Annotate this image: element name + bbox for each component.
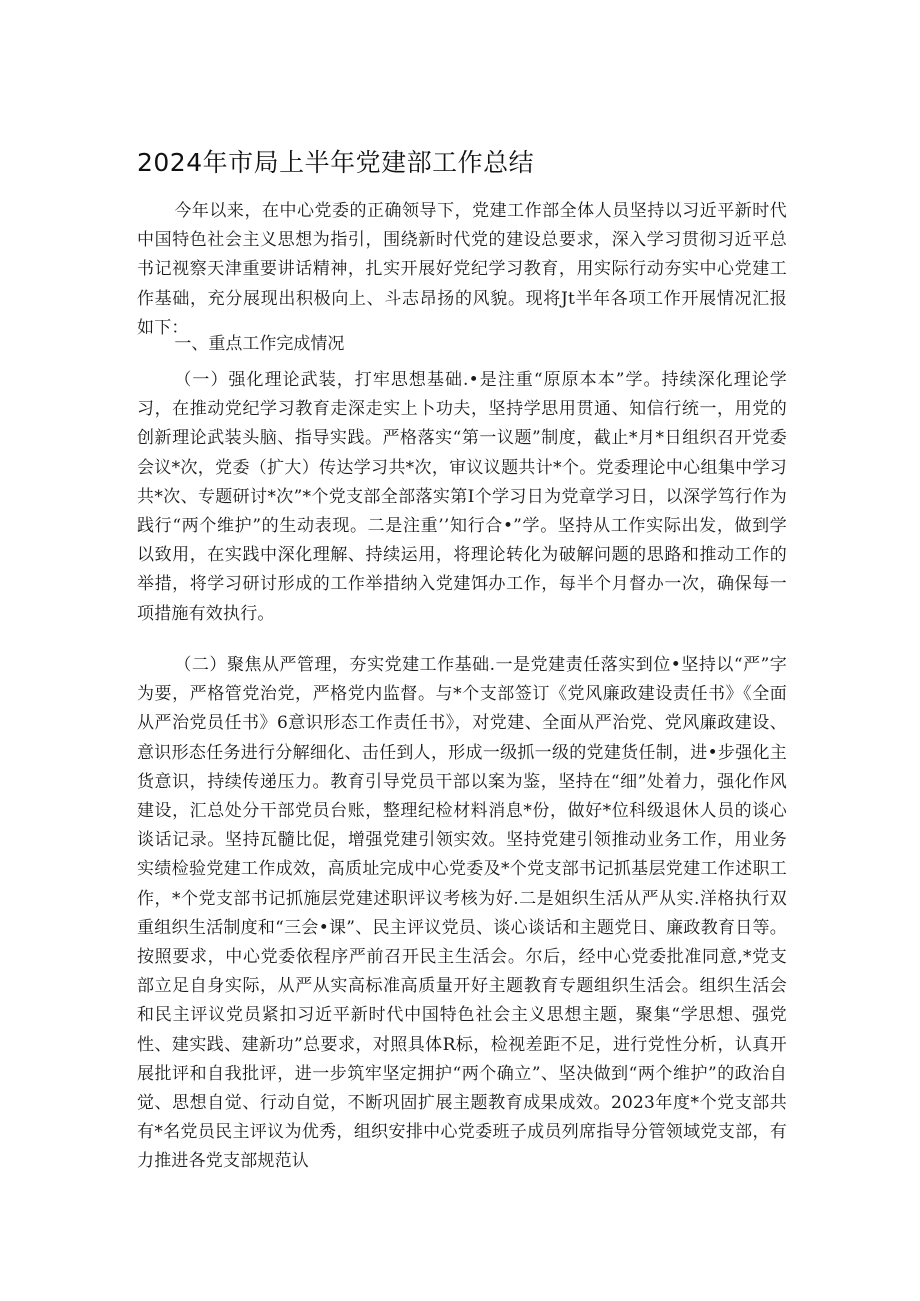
body-paragraph-management: （二）聚焦从严管理，夯实党建工作基础.一是党建责任落实到位•坚持以“严”字为要，严格管党治党，严格党内监督。与*个支部签订《党风廉政建设责任书》《全面从严治党员任书》6意识形态工作责任书》，对党建、全面从严治党、党风廉政建设、意识形态任务进行分解细化、击任到人，形成一级抓一级的党建货任制，进•步强化主货意识，持续传递压力。教育引导党员干部以案为鉴，坚持在“细”处着力，强化作风建设，汇总处分干部党员台账，整理纪检材料消息*份，做好*位科级退休人员的谈心谈话记录。坚持瓦髓比促，增强党建引领实效。坚持党建引领推动业务工作，用业务实绩检验党建工作成效，高质址完成中心党委及*个党支部书记抓基层党建工作述职工作，*个党支部书记抓施层党建述职评议考核为好.二是姐织生活从严从实.洋格执行双重组织生活制度和“三会•课”、民主评议党员、谈心谈话和主题党日、廉政教育日等。按照要求，中心党委依程序严前召开民主生活会。尔后，经中心党委批准同意,*党支部立足自身实际，从严从实高标准高质量开好主题教育专题组织生活会。组织生活会和民主评议党员紧扣习近平新时代中国特色社会主义思想主题，聚集“学思想、强党性、建实践、建新功”总要求，对照具体R标，检视差距不足，进行党性分析，认真开展批评和自我批评，进一步筑牢坚定拥护“两个确立”、坚决做到“两个维护”的政治自觉、思想自觉、行动自觉，不断巩固扩展主题教育成果成效。2023年度*个党支部共有*名党员民主评议为优秀，组织安排中心党委班子成员列席指导分管领域党支部，有力推进各党支部规范认 [137, 655, 787, 1172]
body-paragraph-theory: （一）强化理论武装，打牢思想基础.•是注重“原原本本”学。持续深化理论学习，在推动党纪学习教育走深走实上卜功夫，坚持学思用贯通、知信行统一，用党的创新理论武装头脑、指导实践。严格落实“第一议题”制度，截止*月*日组织召开党委会议*次，党委（扩大）传达学习共*次，审议议题共计*个。党委理论中心组集中学习共*次、专题研讨*次”*个党支部全部落实第I个学习日为党章学习日，以深学笃行作为践行“两个维护”的生动表现。二是注重’’知行合•”学。坚持从工作实际出发，做到学以致用，在实践中深化理解、持续运用，将理论转化为破解问题的思路和推动工作的举措，将学习研讨形成的工作举措纳入党建饵办工作，每半个月督办一次，确保每一项措施有效执行。 [137, 370, 787, 624]
document-title: 2024年市局上半年党建部工作总结 [137, 148, 535, 177]
intro-paragraph: 今年以来，在中心党委的正确领导下，党建工作部全体人员坚持以习近平新时代中国特色社会主义思想为指引，围绕新时代党的建设总要求，深入学习贯彻习近平总书记视察天津重要讲话精神，扎实开展好党纪学习教育，用实际行动夯实中心党建工作基础，充分展现出积极向上、斗志昂扬的风貌。现将Jt半年各项工作开展情况汇报如下： [137, 201, 787, 338]
section-heading: 一、重点工作完成情况 [174, 334, 345, 354]
